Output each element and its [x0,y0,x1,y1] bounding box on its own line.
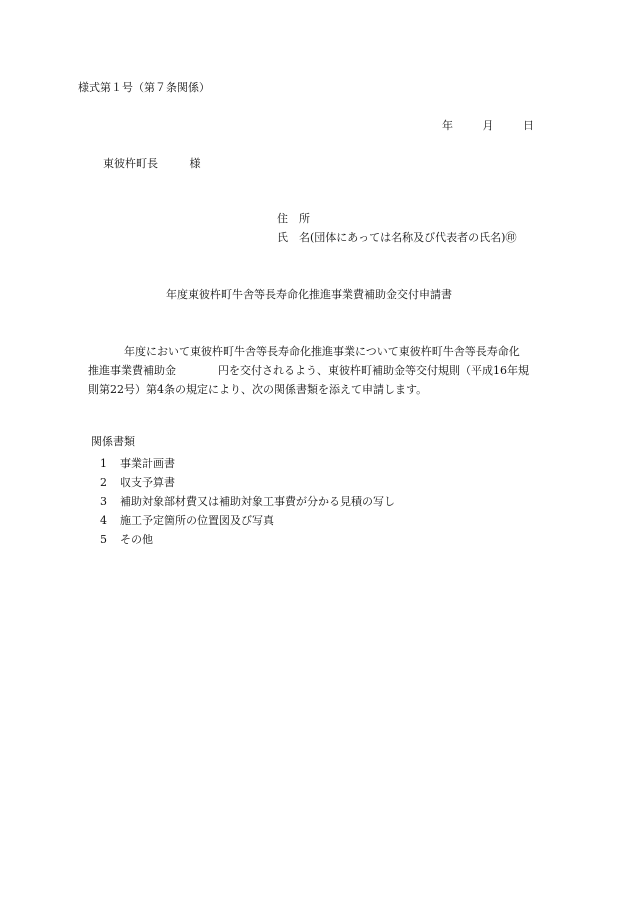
body-line-1: 年度において東彼杵町牛舎等長寿命化推進事業について東彼杵町牛舎等長寿命化 [124,345,520,358]
date-year-label: 年 [442,119,453,132]
documents-heading: 関係書類 [91,435,135,448]
name-label: 氏 名 [277,231,310,244]
date-month-label: 月 [482,119,494,132]
application-body [88,342,558,399]
list-item [100,454,395,473]
list-item [100,473,395,492]
list-item [100,511,395,530]
addressee [103,157,201,171]
form-number: 様式第１号（第７条関係） [78,81,210,94]
item-text: その他 [120,533,153,546]
documents-list [100,454,395,549]
date-line [442,119,534,133]
body-line-2-rest: 円を交付されるよう、東彼杵町補助金等交付規則（平成16年規 [218,364,529,377]
body-line-2 [88,361,558,380]
body-line-2-subsidy: 推進事業費補助金 [88,364,176,377]
addressee-mayor: 東彼杵町長 [103,157,158,170]
item-number: 5 [100,533,107,546]
addressee-honorific: 様 [189,157,201,170]
seal-mark: ㊞ [505,231,517,244]
list-item [100,530,395,549]
applicant-address [277,212,310,226]
name-note: (団体にあっては名称及び代表者の氏名) [310,231,506,244]
address-label: 住 所 [277,212,310,225]
date-day-label: 日 [523,119,534,132]
applicant-name [277,231,516,245]
item-number: 3 [100,495,107,508]
list-item [100,492,395,511]
item-number: 1 [100,457,107,470]
body-line-3: 則第22号）第4条の規定により、次の関係書類を添えて申請します。 [88,383,428,396]
item-number: 4 [100,514,107,527]
item-text: 施工予定箇所の位置図及び写真 [120,514,274,527]
item-text: 事業計画書 [120,457,175,470]
item-text: 補助対象部材費又は補助対象工事費が分かる見積の写し [120,495,395,508]
document-title: 年度東彼杵町牛舎等長寿命化推進事業費補助金交付申請書 [166,288,452,301]
item-number: 2 [100,476,107,489]
item-text: 収支予算書 [120,476,175,489]
